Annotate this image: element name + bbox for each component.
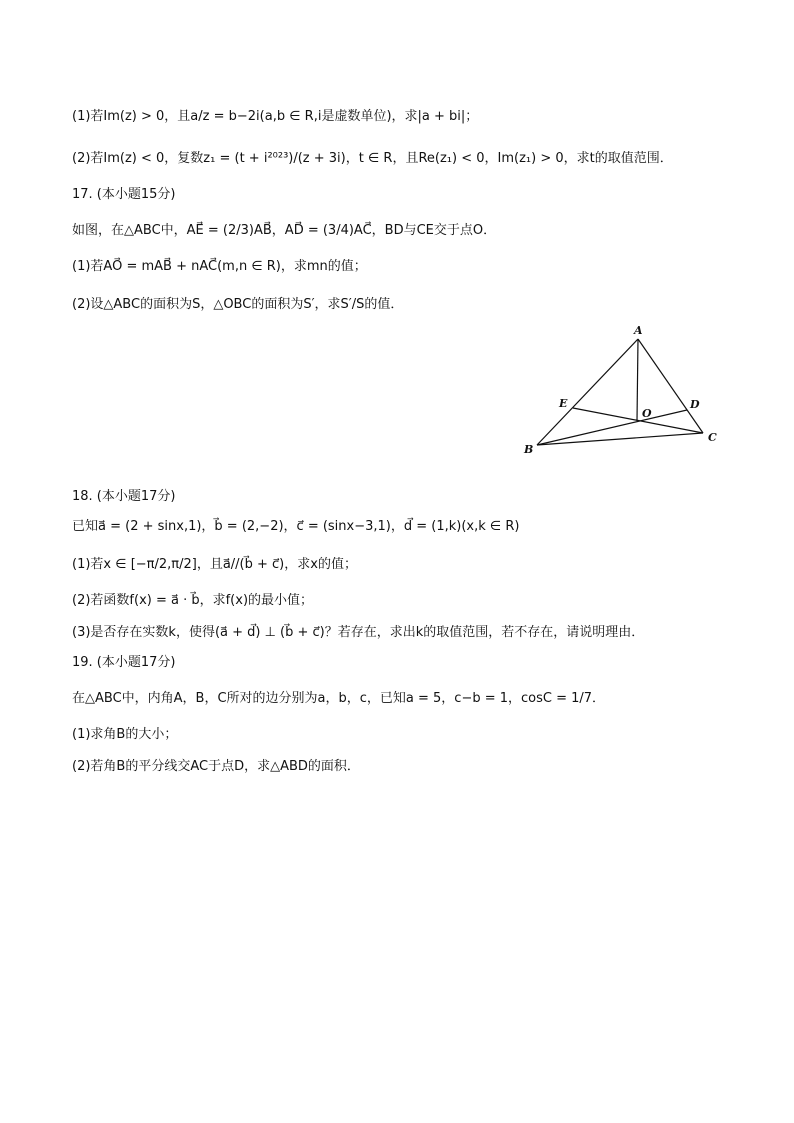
label-c: C (708, 431, 717, 444)
problem-17-intro: 如图，在△ABC中，AE⃗ = (2/3)AB⃗，AD⃗ = (3/4)AC⃗，BD与CE交于点O． (72, 223, 497, 238)
problem-16-part2: (2)若Im(z) < 0，复数z₁ = (t + i²⁰²³)/(z + 3i)，t ∈ R，且Re(z₁) < 0，Im(z₁) > 0，求t的取值范围． (72, 151, 673, 166)
problem-18-intro: 已知a⃗ = (2 + sinx,1)，b⃗ = (2,−2)，c⃗ = (sinx−3,1)，d⃗ = (1,k)(x,k ∈ R) (72, 519, 520, 534)
problem-17-part1: (1)若AO⃗ = mAB⃗ + nAC⃗(m,n ∈ R)，求mn的值； (72, 259, 367, 274)
problem-18-heading: 18. (本小题17分) (72, 489, 176, 504)
label-d: D (690, 398, 700, 411)
segment-ce (573, 408, 703, 433)
label-b: B (524, 443, 534, 456)
segment-ab (537, 339, 638, 445)
problem-17-heading: 17. (本小题15分) (72, 187, 176, 202)
problem-19-part1: (1)求角B的大小； (72, 727, 178, 742)
segment-ao (637, 339, 638, 421)
problem-18-part2: (2)若函数f(x) = a⃗ · b⃗，求f(x)的最小值； (72, 593, 314, 608)
label-a: A (634, 324, 643, 337)
problem-18-part1: (1)若x ∈ [−π/2,π/2]，且a⃗//(b⃗ + c⃗)，求x的值； (72, 557, 357, 572)
label-e: E (559, 397, 568, 410)
problem-18-part3: (3)是否存在实数k，使得(a⃗ + d⃗) ⊥ (b⃗ + c⃗)？若存在，求出k的取值范围，若不存在，请说明理由． (72, 625, 645, 640)
problem-19-intro: 在△ABC中，内角A，B，C所对的边分别为a，b，c，已知a = 5，c−b = 1，cosC = 1/7． (72, 691, 606, 706)
label-o: O (642, 407, 652, 420)
triangle-figure (515, 322, 725, 458)
problem-19-heading: 19. (本小题17分) (72, 655, 176, 670)
problem-19-part2: (2)若角B的平分线交AC于点D，求△ABD的面积． (72, 759, 360, 774)
problem-16-part1: (1)若Im(z) > 0，且a/z = b−2i(a,b ∈ R,i是虚数单位)，求|a + bi|； (72, 109, 479, 124)
problem-17-part2: (2)设△ABC的面积为S，△OBC的面积为S′，求S′/S的值． (72, 297, 404, 312)
